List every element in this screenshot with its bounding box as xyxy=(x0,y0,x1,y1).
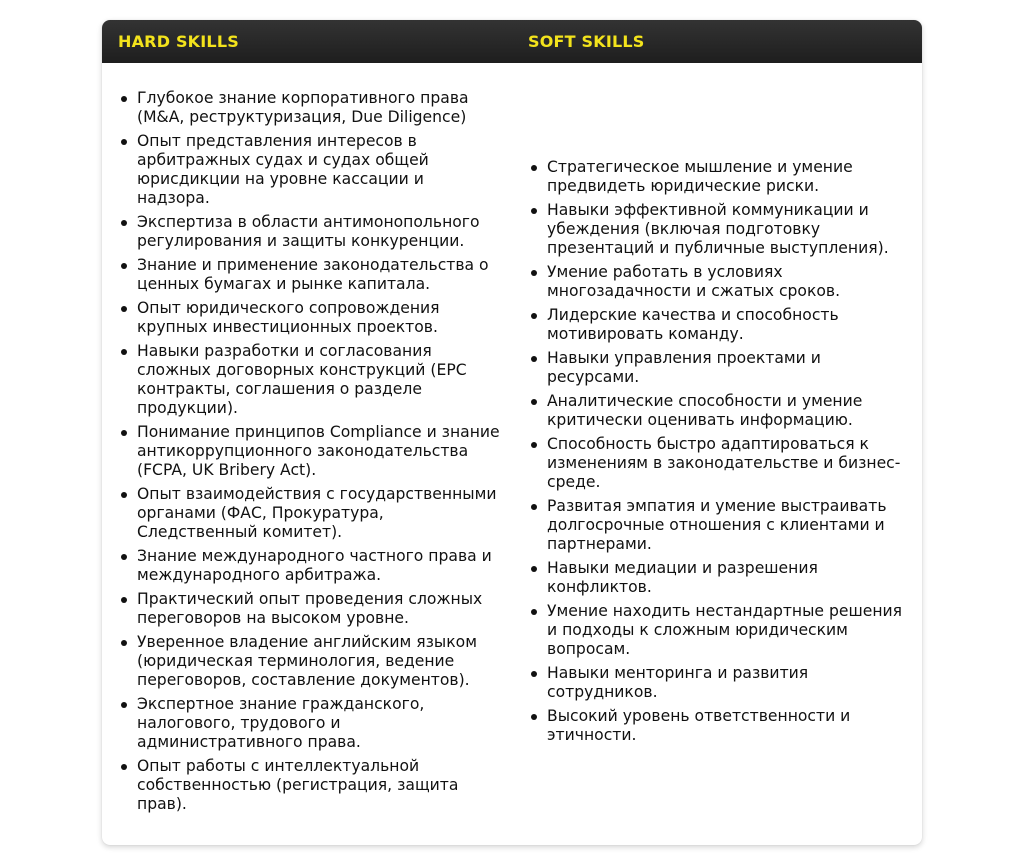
hard-skill-item: Экспертиза в области антимонопольного регулирования и защиты конкуренции. xyxy=(117,213,500,251)
hard-skill-item: Опыт представления интересов в арбитражных судах и судах общей юрисдикции на уровне кассации и надзора. xyxy=(117,132,500,208)
hard-skill-item: Уверенное владение английским языком (юридическая терминология, ведение переговоров, составление документов). xyxy=(117,633,500,690)
hard-skills-title: HARD SKILLS xyxy=(118,32,239,51)
soft-skill-item: Навыки менторинга и развития сотрудников. xyxy=(527,664,910,702)
hard-skill-item: Навыки разработки и согласования сложных договорных конструкций (EPC контракты, соглашения о разделе продукции). xyxy=(117,342,500,418)
soft-skills-title: SOFT SKILLS xyxy=(528,32,645,51)
soft-skill-item: Высокий уровень ответственности и этичности. xyxy=(527,707,910,745)
hard-skill-item: Знание и применение законодательства о ценных бумагах и рынке капитала. xyxy=(117,256,500,294)
soft-skills-list xyxy=(527,158,910,745)
soft-skill-item: Лидерские качества и способность мотивировать команду. xyxy=(527,306,910,344)
soft-skills-column xyxy=(512,158,922,750)
hard-skill-item: Экспертное знание гражданского, налогового, трудового и административного права. xyxy=(117,695,500,752)
soft-skill-item: Аналитические способности и умение критически оценивать информацию. xyxy=(527,392,910,430)
skills-table xyxy=(102,20,922,845)
soft-skill-item: Навыки управления проектами и ресурсами. xyxy=(527,349,910,387)
hard-skills-list xyxy=(117,89,500,814)
soft-skill-item: Стратегическое мышление и умение предвидеть юридические риски. xyxy=(527,158,910,196)
table-body xyxy=(102,63,922,845)
soft-skill-item: Способность быстро адаптироваться к изменениям в законодательстве и бизнес-среде. xyxy=(527,435,910,492)
table-header xyxy=(102,20,922,63)
hard-skills-column xyxy=(102,89,512,819)
hard-skill-item: Практический опыт проведения сложных переговоров на высоком уровне. xyxy=(117,590,500,628)
hard-skill-item: Опыт работы с интеллектуальной собственностью (регистрация, защита прав). xyxy=(117,757,500,814)
soft-skill-item: Навыки медиации и разрешения конфликтов. xyxy=(527,559,910,597)
soft-skill-item: Умение находить нестандартные решения и подходы к сложным юридическим вопросам. xyxy=(527,602,910,659)
soft-skill-item: Умение работать в условиях многозадачности и сжатых сроков. xyxy=(527,263,910,301)
hard-skill-item: Глубокое знание корпоративного права (M&A, реструктуризация, Due Diligence) xyxy=(117,89,500,127)
hard-skill-item: Понимание принципов Compliance и знание антикоррупционного законодательства (FCPA, UK Bribery Act). xyxy=(117,423,500,480)
hard-skill-item: Опыт взаимодействия с государственными органами (ФАС, Прокуратура, Следственный комитет). xyxy=(117,485,500,542)
soft-skill-item: Развитая эмпатия и умение выстраивать долгосрочные отношения с клиентами и партнерами. xyxy=(527,497,910,554)
soft-skill-item: Навыки эффективной коммуникации и убеждения (включая подготовку презентаций и публичные выступления). xyxy=(527,201,910,258)
hard-skill-item: Знание международного частного права и международного арбитража. xyxy=(117,547,500,585)
hard-skill-item: Опыт юридического сопровождения крупных инвестиционных проектов. xyxy=(117,299,500,337)
